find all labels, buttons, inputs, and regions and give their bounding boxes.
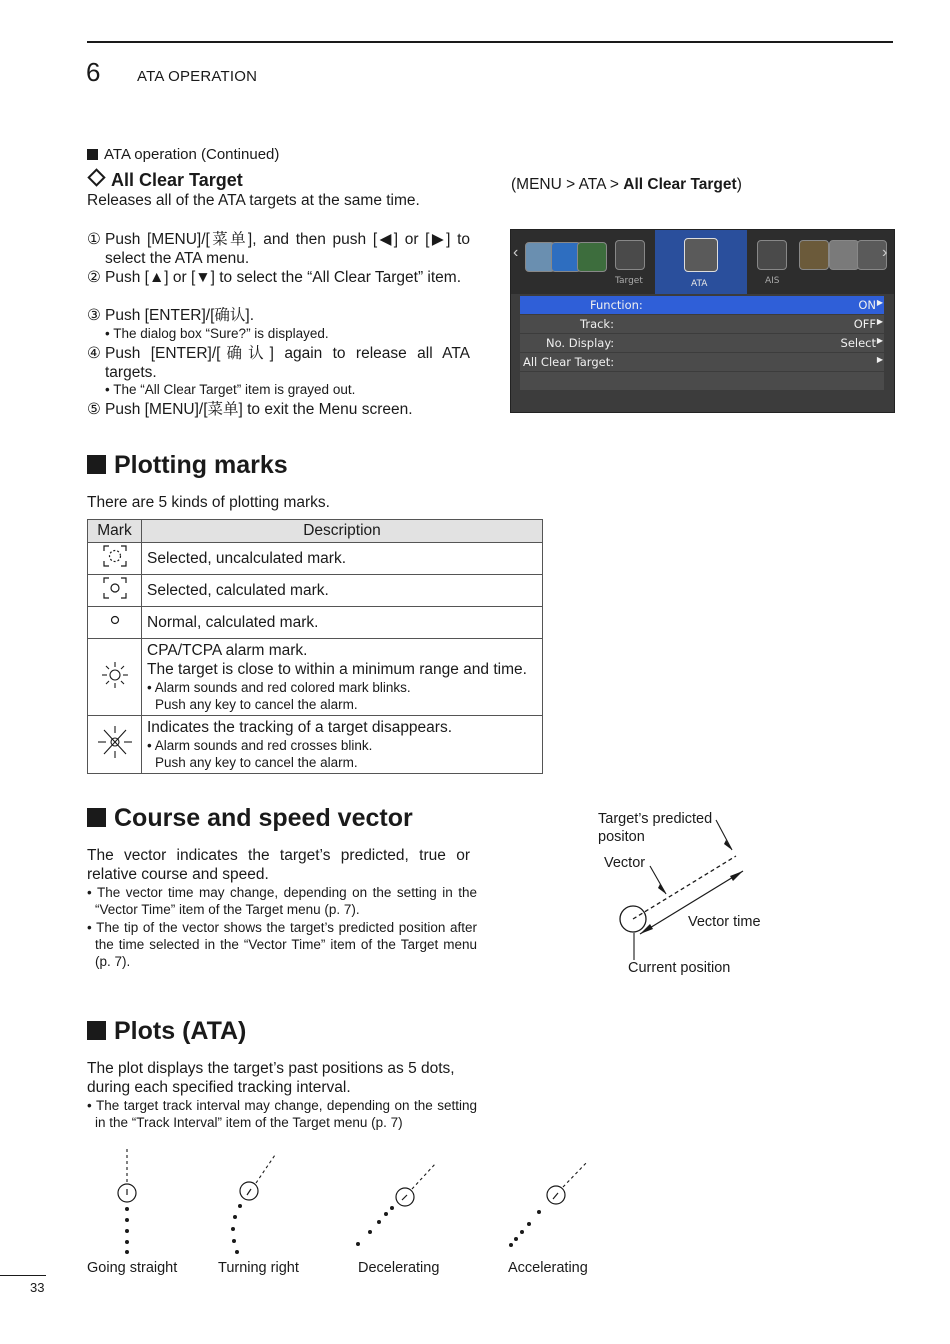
vector-label: Vector <box>604 855 646 871</box>
continued-label: ATA operation (Continued) <box>104 146 280 163</box>
plots-intro: The plot displays the target’s past positions as 5 dots, during each specified tracking interval. <box>87 1060 455 1096</box>
tab-ais-label: AIS <box>765 276 780 286</box>
selected-uncalculated-mark-icon <box>88 543 142 575</box>
plotting-marks-table <box>87 519 543 774</box>
table-header-row <box>88 520 543 543</box>
menu-row-function[interactable]: Function: ON ▶ <box>520 296 884 314</box>
square-bullet-icon <box>87 455 106 474</box>
menu-row-all-clear-target[interactable]: All Clear Target: ▶ <box>520 353 884 371</box>
cpa-alarm-mark-icon <box>88 639 142 716</box>
vector-bullet-1: • The vector time may change, depending on the setting in the “Vector Time” item of the Target menu (p. 7). <box>87 885 477 917</box>
vector-time-label: Vector time <box>688 914 761 930</box>
menu-row-empty <box>520 372 884 390</box>
plotting-intro: There are 5 kinds of plotting marks. <box>87 494 330 511</box>
chapter-number: 6 <box>86 57 101 87</box>
predicted-position-label: Target’s predicted positon <box>598 811 713 845</box>
plotting-heading: Plotting marks <box>87 451 288 480</box>
step-3: ③ Push [ENTER]/[确认]. <box>87 307 255 324</box>
going-straight-label: Going straight <box>87 1260 178 1276</box>
chevron-left-icon[interactable]: ‹ <box>513 244 519 261</box>
current-position-label: Current position <box>628 960 731 976</box>
vector-bullet-2: • The tip of the vector shows the target’s predicted position after the time selected in the “Vector Time” item of the Target menu (p. 7). <box>87 920 477 969</box>
step-4-note: • The “All Clear Target” item is grayed out. <box>105 382 356 397</box>
all-clear-heading <box>87 170 243 191</box>
square-bullet-icon <box>87 808 106 827</box>
vector-heading: Course and speed vector <box>87 804 413 833</box>
all-clear-intro: Releases all of the ATA targets at the same time. <box>87 192 420 209</box>
table-row: Selected, uncalculated mark. <box>88 543 543 575</box>
all-clear-title: All Clear Target <box>111 170 243 190</box>
table-row: Selected, calculated mark. <box>88 575 543 607</box>
arrow-right-icon: ▶ <box>876 317 883 326</box>
chevron-right-icon[interactable]: › <box>882 244 888 261</box>
target-tab-icon[interactable] <box>615 240 645 270</box>
normal-calculated-mark-icon <box>88 607 142 639</box>
menu-row-no-display[interactable]: No. Display: Select ▶ <box>520 334 884 352</box>
lost-target-mark-icon <box>88 716 142 774</box>
menu-icon-6[interactable] <box>799 240 829 270</box>
chapter-title: ATA OPERATION <box>137 68 258 85</box>
table-row: CPA/TCPA alarm mark. The target is close to within a minimum range and time. • Alarm sounds and red colored mark blinks. Push any key to cancel the alarm. <box>88 639 543 716</box>
page-number-rule <box>0 1275 46 1276</box>
square-bullet-icon <box>87 1021 106 1040</box>
plots-bullet: • The target track interval may change, depending on the setting in the “Track Interval” item of the Target menu (p. 7) <box>87 1098 477 1130</box>
table-row: Normal, calculated mark. <box>88 607 543 639</box>
menu-screenshot <box>510 229 895 413</box>
arrow-right-icon: ▶ <box>876 355 883 364</box>
step-4: ④ Push [ENTER]/[确认] again to release all ATA targets. <box>87 345 470 381</box>
tab-ata-label: ATA <box>691 279 708 289</box>
col-mark-header: Mark <box>88 520 142 543</box>
tools-icon[interactable] <box>829 240 859 270</box>
page-number: 33 <box>30 1280 45 1295</box>
vector-intro: The vector indicates the target’s predicted, true or relative course and speed. <box>87 847 470 883</box>
tab-target-label: Target <box>615 276 643 286</box>
step-5: ⑤ Push [MENU]/[菜单] to exit the Menu screen. <box>87 401 413 418</box>
step-3-note: • The dialog box “Sure?” is displayed. <box>105 326 329 341</box>
square-bullet-icon <box>87 149 98 160</box>
menu-icon-3[interactable] <box>577 242 607 272</box>
decelerating-label: Decelerating <box>358 1260 440 1276</box>
ais-tab-icon[interactable] <box>757 240 787 270</box>
plots-heading: Plots (ATA) <box>87 1017 246 1046</box>
step-2: ② Push [▲] or [▼] to select the “All Clear Target” item. <box>87 269 462 286</box>
menu-path: (MENU > ATA > All Clear Target) <box>511 176 742 193</box>
accelerating-label: Accelerating <box>508 1260 588 1276</box>
step-1: ① Push [MENU]/[菜单], and then push [◀] or [▶] to select the ATA menu. <box>87 231 470 267</box>
selected-calculated-mark-icon <box>88 575 142 607</box>
table-row: Indicates the tracking of a target disappears. • Alarm sounds and red crosses blink. Push any key to cancel the alarm. <box>88 716 543 774</box>
arrow-right-icon: ▶ <box>876 336 883 345</box>
menu-row-track[interactable]: Track: OFF ▶ <box>520 315 884 333</box>
col-description-header: Description <box>142 520 543 543</box>
header-rule <box>87 41 893 43</box>
plots-diagram <box>80 1145 610 1260</box>
diamond-icon <box>87 168 105 186</box>
arrow-right-icon: ▶ <box>876 298 883 307</box>
ata-tab-icon[interactable] <box>684 238 718 272</box>
section-continued <box>87 146 279 163</box>
turning-right-label: Turning right <box>218 1260 299 1276</box>
